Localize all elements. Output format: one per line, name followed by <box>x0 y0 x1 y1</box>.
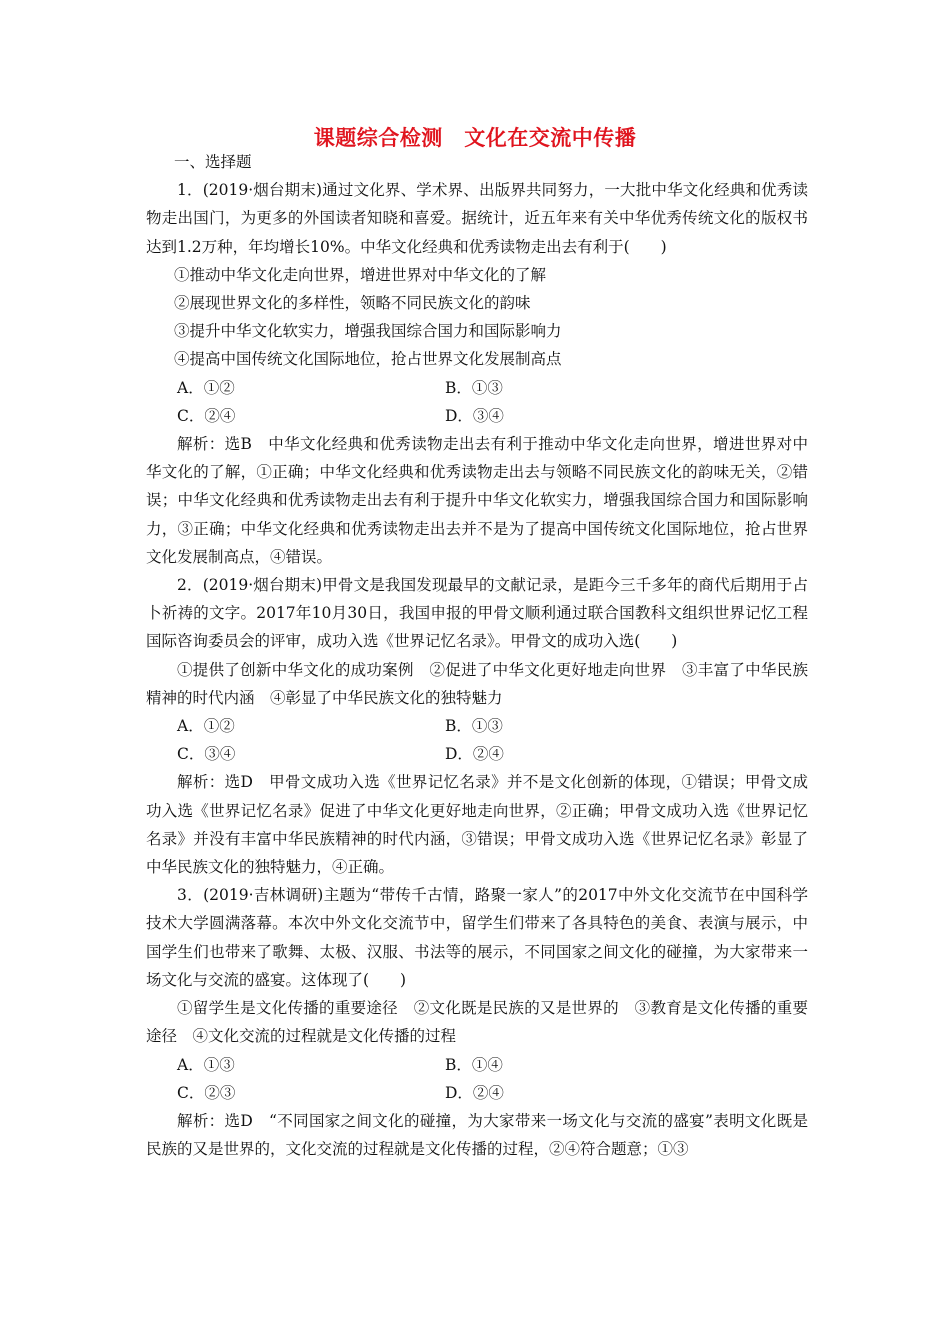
choice-d: D．②④ <box>445 745 504 764</box>
question-2-choices-row-2 <box>146 740 808 768</box>
choice-a: A．①② <box>177 717 235 736</box>
choice-b: B．①③ <box>445 378 503 397</box>
choice-b: B．①③ <box>445 717 503 736</box>
question-1-option-2: ②展现世界文化的多样性，领略不同民族文化的韵味 <box>174 294 531 313</box>
choice-c: C．③④ <box>177 745 236 764</box>
section-heading: 一、选择题 <box>174 153 252 171</box>
question-1-analysis: 解析：选B 中华文化经典和优秀读物走出去有利于推动中华文化走向世界，增进世界对中华文化的了解，①正确；中华文化经典和优秀读物走出去与领略不同民族文化的韵味无关，②错误；中华文化经典和优秀读物走出去有利于提升中华文化软实力，增强我国综合国力和国际影响力，③正确；中华文化经典和优秀读物走出去并不是为了提高中国传统文化国际地位，抢占世界文化发展制高点，④错误。 <box>146 435 808 566</box>
choice-a: A．①② <box>177 378 235 397</box>
question-3-options: ①留学生是文化传播的重要途径 ②文化既是民族的又是世界的 ③教育是文化传播的重要途径 ④文化交流的过程就是文化传播的过程 <box>146 999 808 1046</box>
document-body <box>146 148 808 1163</box>
choice-b: B．①④ <box>445 1055 503 1074</box>
choice-a: A．①③ <box>177 1055 235 1074</box>
question-3-choices-row-1 <box>146 1051 808 1079</box>
question-2-choices-row-1 <box>146 712 808 740</box>
choice-d: D．③④ <box>445 406 504 425</box>
question-3-analysis: 解析：选D “不同国家之间文化的碰撞，为大家带来一场文化与交流的盛宴”表明文化既是民族的又是世界的，文化交流的过程就是文化传播的过程，②④符合题意；①③ <box>146 1111 808 1159</box>
choice-d: D．②④ <box>445 1083 504 1102</box>
choice-c: C．②④ <box>177 406 236 425</box>
question-2-stem: 2．(2019·烟台期末)甲骨文是我国发现最早的文献记录，是距今三千多年的商代后期用于占卜祈祷的文字。2017年10月30日，我国申报的甲骨文顺利通过联合国教科文组织世界记忆工程国际咨询委员会的评审，成功入选《世界记忆名录》。甲骨文的成功入选( ) <box>146 576 808 651</box>
question-2-options: ①提供了创新中华文化的成功案例 ②促进了中华文化更好地走向世界 ③丰富了中华民族精神的时代内涵 ④彰显了中华民族文化的独特魅力 <box>146 660 808 707</box>
question-1-choices-row-1 <box>146 374 808 402</box>
question-2-analysis: 解析：选D 甲骨文成功入选《世界记忆名录》并不是文化创新的体现，①错误；甲骨文成功入选《世界记忆名录》促进了中华文化更好地走向世界，②正确；甲骨文成功入选《世界记忆名录》并没有丰富中华民族精神的时代内涵，③错误；甲骨文成功入选《世界记忆名录》彰显了中华民族文化的独特魅力，④正确。 <box>146 773 808 877</box>
question-1-choices-row-2 <box>146 402 808 430</box>
question-1-option-1: ①推动中华文化走向世界，增进世界对中华文化的了解 <box>174 265 547 284</box>
question-3-choices-row-2 <box>146 1079 808 1107</box>
question-1-option-4: ④提高中国传统文化国际地位，抢占世界文化发展制高点 <box>174 350 562 369</box>
page-title: 课题综合检测 文化在交流中传播 <box>313 125 637 150</box>
question-3-stem: 3．(2019·吉林调研)主题为“带传千古情，路聚一家人”的2017中外文化交流节在中国科学技术大学圆满落幕。本次中外文化交流节中，留学生们带来了各具特色的美食、表演与展示，中国学生们也带来了歌舞、太极、汉服、书法等的展示，不同国家之间文化的碰撞，为大家带来一场文化与交流的盛宴。这体现了( ) <box>146 886 808 989</box>
question-1-stem: 1．(2019·烟台期末)通过文化界、学术界、出版界共同努力，一大批中华文化经典和优秀读物走出国门，为更多的外国读者知晓和喜爱。据统计，近五年来有关中华优秀传统文化的版权书达到1.2万种，年均增长10%。中华文化经典和优秀读物走出去有利于( ) <box>146 181 808 256</box>
choice-c: C．②③ <box>177 1083 236 1102</box>
question-1-option-3: ③提升中华文化软实力，增强我国综合国力和国际影响力 <box>174 322 562 341</box>
